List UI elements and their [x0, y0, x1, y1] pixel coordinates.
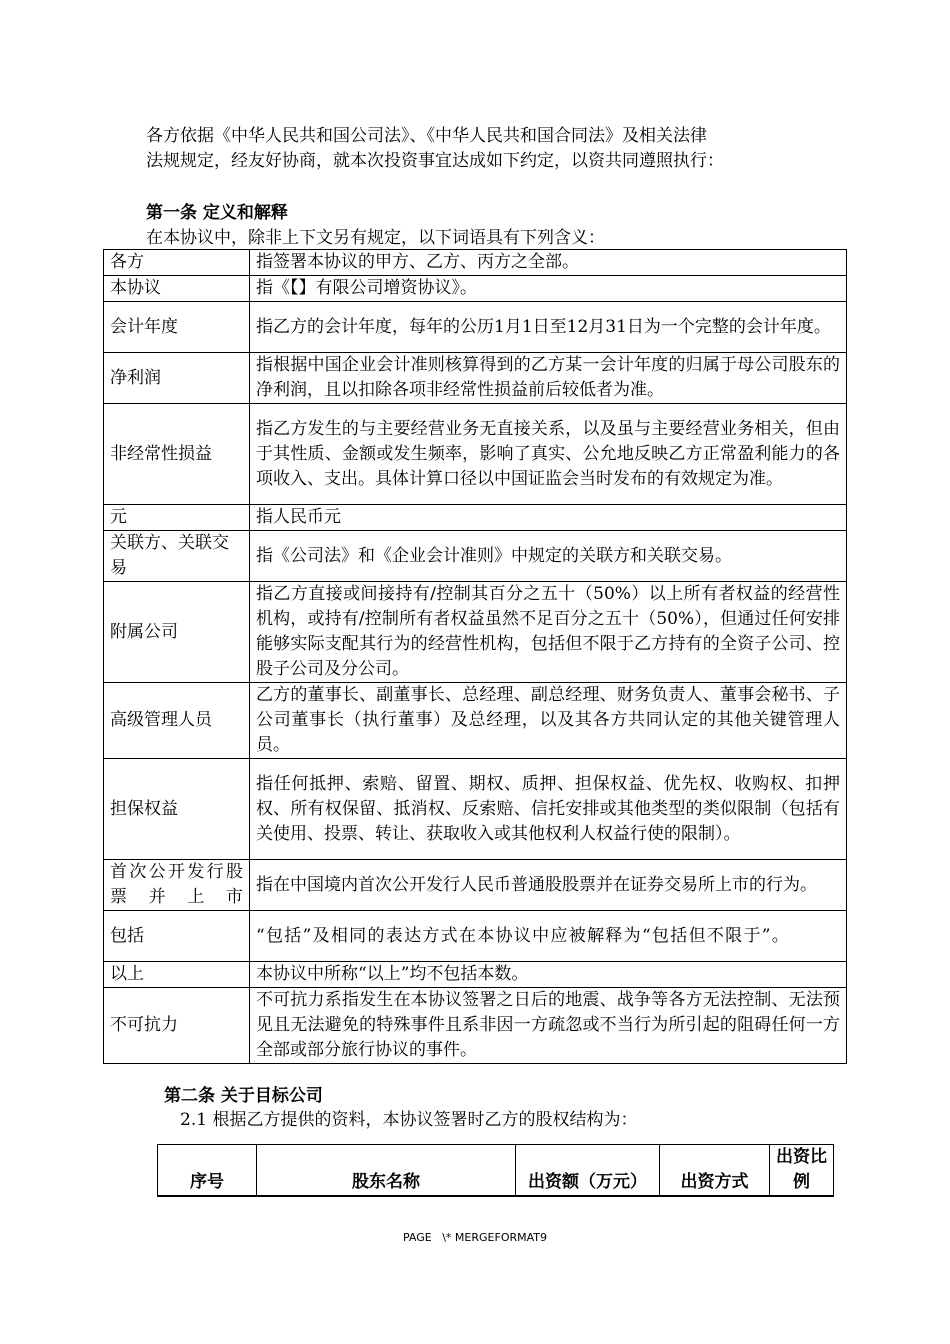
table-row — [104, 911, 847, 962]
term-cell: 包括 — [104, 911, 250, 962]
table-row — [104, 683, 847, 759]
term-cell: 各方 — [104, 250, 250, 276]
section-1-heading: 第一条 定义和解释 — [146, 203, 288, 223]
header-contribution-method: 出资方式 — [660, 1145, 770, 1197]
definition-cell: 指根据中国企业会计准则核算得到的乙方某一会计年度的归属于母公司股东的净利润，且以扣除各项非经常性损益前后较低者为准。 — [250, 353, 847, 404]
table-row — [104, 302, 847, 353]
table-row — [104, 531, 847, 582]
intro-line-2: 法规规定，经友好协商，就本次投资事宜达成如下约定，以资共同遵照执行： — [146, 151, 724, 171]
definition-cell: 指乙方直接或间接持有/控制其百分之五十（50%）以上所有者权益的经营性机构，或持有/控制所有者权益虽然不足百分之五十（50%），但通过任何安排能够实际支配其行为的经营性机构，包括但不限于乙方持有的全资子公司、控股子公司及分公司。 — [250, 582, 847, 683]
section-2-lead: 2.1 根据乙方提供的资料，本协议签署时乙方的股权结构为： — [180, 1110, 638, 1130]
definition-cell: 乙方的董事长、副董事长、总经理、副总经理、财务负责人、董事会秘书、子公司董事长（执行董事）及总经理，以及其各方共同认定的其他关键管理人员。 — [250, 683, 847, 759]
table-header-row — [158, 1145, 834, 1197]
header-shareholder-name: 股东名称 — [257, 1145, 516, 1197]
term-cell: 担保权益 — [104, 759, 250, 860]
section-1-lead: 在本协议中，除非上下文另有规定，以下词语具有下列含义： — [146, 228, 605, 248]
term-cell: 不可抗力 — [104, 988, 250, 1064]
definition-cell: 指乙方的会计年度，每年的公历1月1日至12月31日为一个完整的会计年度。 — [250, 302, 847, 353]
definition-cell: 不可抗力系指发生在本协议签署之日后的地震、战争等各方无法控制、无法预见且无法避免的特殊事件且系非因一方疏忽或不当行为所引起的阻碍任何一方全部或部分旅行协议的事件。 — [250, 988, 847, 1064]
header-seq: 序号 — [158, 1145, 257, 1197]
section-2-heading: 第二条 关于目标公司 — [164, 1086, 323, 1106]
table-row — [104, 250, 847, 276]
term-cell: 非经常性损益 — [104, 404, 250, 505]
table-row — [104, 962, 847, 988]
definition-cell: “包括”及相同的表达方式在本协议中应被解释为“包括但不限于”。 — [250, 911, 847, 962]
shareholding-table — [157, 1144, 834, 1197]
definition-cell: 指人民币元 — [250, 505, 847, 531]
table-row — [104, 276, 847, 302]
table-row — [104, 860, 847, 911]
intro-paragraph — [146, 124, 724, 174]
table-row — [104, 988, 847, 1064]
page-footer: PAGE \* MERGEFORMAT9 — [403, 1231, 547, 1244]
intro-line-1: 各方依据《中华人民共和国公司法》、《中华人民共和国合同法》及相关法律 — [146, 126, 707, 146]
term-cell: 关联方、关联交易 — [104, 531, 250, 582]
term-cell: 元 — [104, 505, 250, 531]
table-row — [104, 404, 847, 505]
term-cell: 首次公开发行股票并上市 — [104, 860, 250, 911]
definition-cell: 指签署本协议的甲方、乙方、丙方之全部。 — [250, 250, 847, 276]
term-cell: 本协议 — [104, 276, 250, 302]
term-cell: 净利润 — [104, 353, 250, 404]
definition-cell: 指在中国境内首次公开发行人民币普通股股票并在证券交易所上市的行为。 — [250, 860, 847, 911]
definition-cell: 指《【】有限公司增资协议》。 — [250, 276, 847, 302]
term-cell: 以上 — [104, 962, 250, 988]
table-row — [104, 759, 847, 860]
definition-cell: 指《公司法》和《企业会计准则》中规定的关联方和关联交易。 — [250, 531, 847, 582]
definition-cell: 指乙方发生的与主要经营业务无直接关系，以及虽与主要经营业务相关，但由于其性质、金额或发生频率，影响了真实、公允地反映乙方正常盈利能力的各项收入、支出。具体计算口径以中国证监会当时发布的有效规定为准。 — [250, 404, 847, 505]
term-cell: 附属公司 — [104, 582, 250, 683]
header-capital-amount: 出资额（万元） — [516, 1145, 660, 1197]
table-row — [104, 582, 847, 683]
table-row — [104, 505, 847, 531]
header-contribution-ratio: 出资比例 — [770, 1145, 834, 1197]
definition-cell: 指任何抵押、索赔、留置、期权、质押、担保权益、优先权、收购权、扣押权、所有权保留、抵消权、反索赔、信托安排或其他类型的类似限制（包括有关使用、投票、转让、获取收入或其他权利人权益行使的限制）。 — [250, 759, 847, 860]
term-cell: 高级管理人员 — [104, 683, 250, 759]
definitions-table — [103, 249, 847, 1064]
definition-cell: 本协议中所称“以上”均不包括本数。 — [250, 962, 847, 988]
table-row — [104, 353, 847, 404]
term-cell: 会计年度 — [104, 302, 250, 353]
